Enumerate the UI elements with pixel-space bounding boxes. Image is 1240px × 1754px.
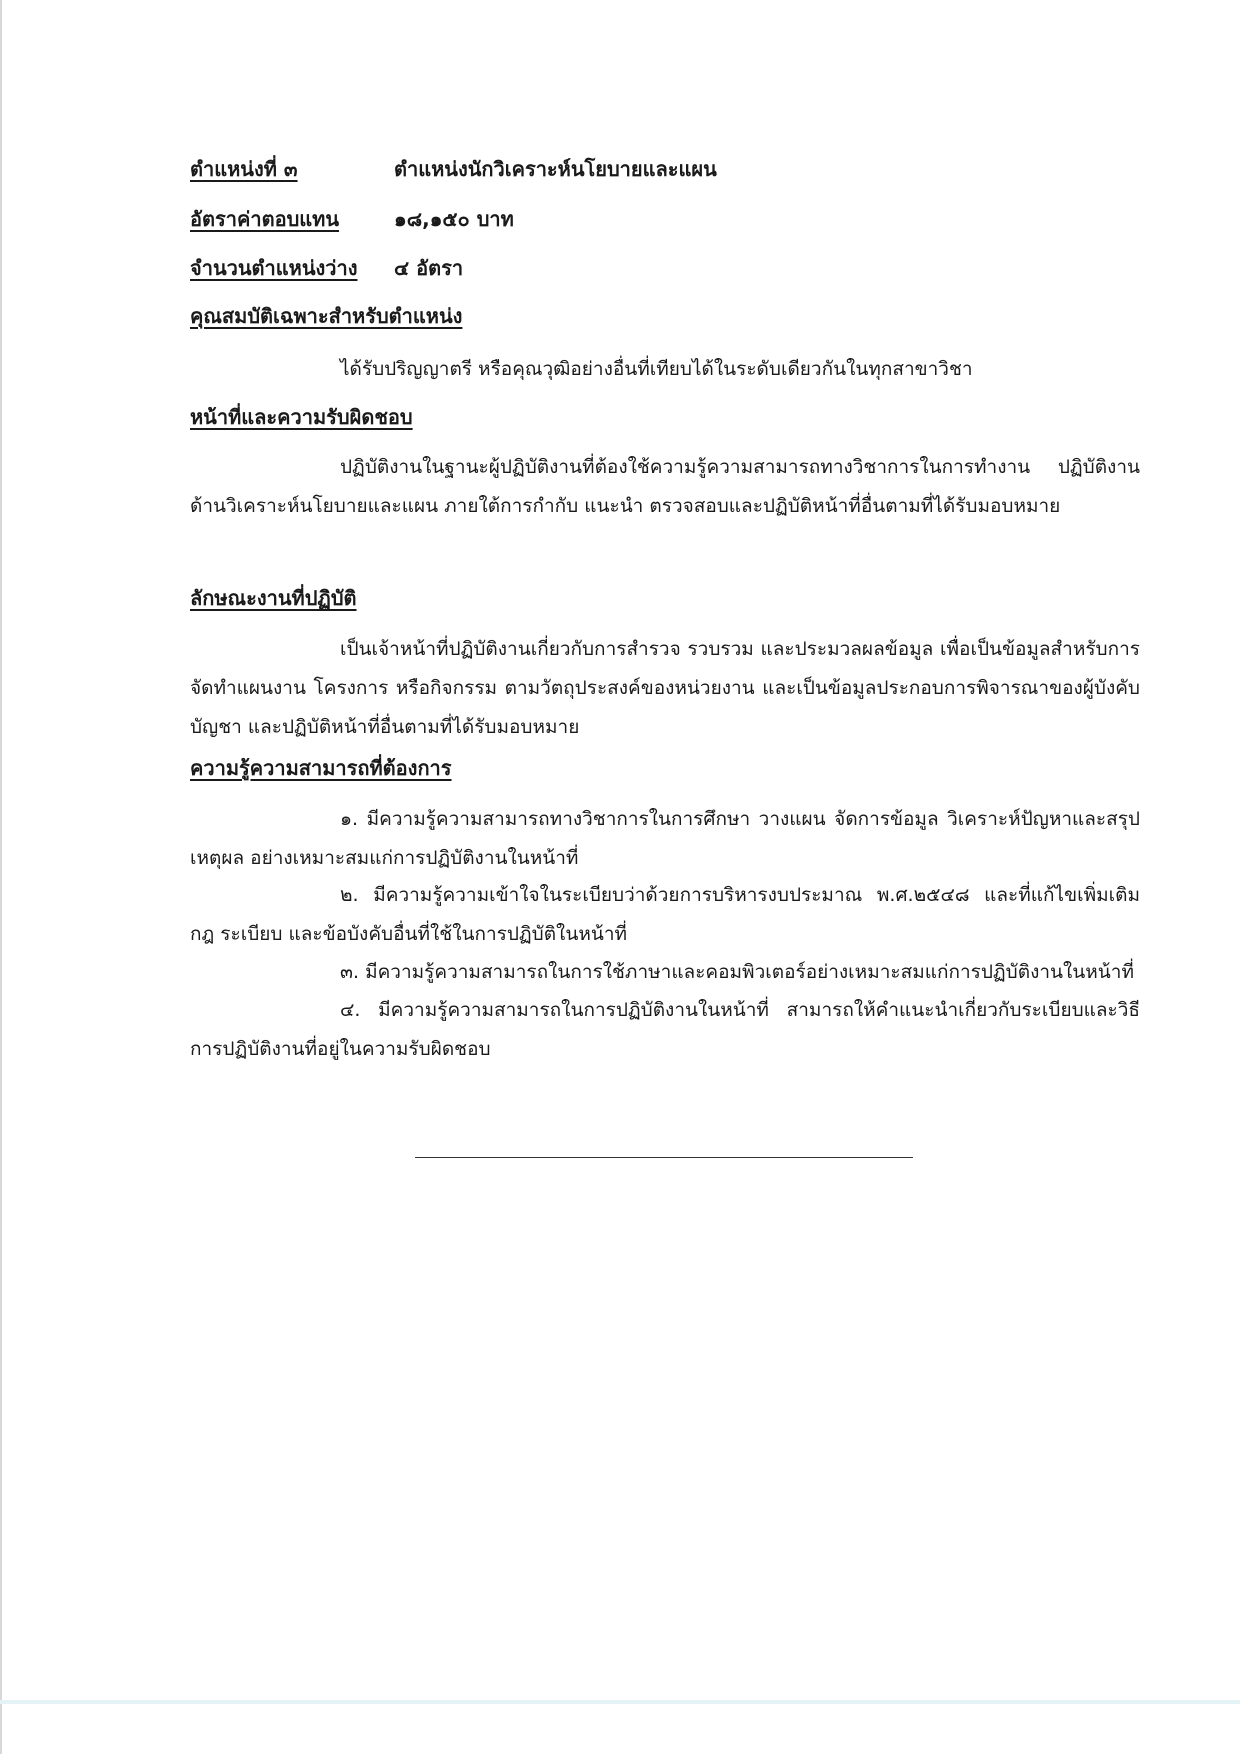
knowledge-item-3-text: ๓. มีความรู้ความสามารถในการใช้ภาษาและคอมพิวเตอร์อย่างเหมาะสมแก่การปฏิบัติงานในหน้าที่	[340, 961, 1134, 983]
vacancies-row	[190, 254, 463, 282]
duties-paragraph	[190, 448, 1140, 526]
knowledge-heading: ความรู้ความสามารถที่ต้องการ	[190, 756, 452, 780]
knowledge-item-4	[190, 991, 1140, 1069]
knowledge-item-2-text: ๒. มีความรู้ความเข้าใจในระเบียบว่าด้วยการบริหารงบประมาณ พ.ศ.๒๕๔๘ และที่แก้ไขเพิ่มเติม กฎ ระเบียบ และข้อบังคับอื่นที่ใช้ในการปฏิบัติในหน้าที่	[190, 884, 1140, 945]
position-row	[190, 155, 717, 183]
salary-row	[190, 205, 514, 233]
end-rule	[415, 1157, 913, 1158]
position-value: ตำแหน่งนักวิเคราะห์นโยบายและแผน	[394, 157, 717, 181]
duties-heading: หน้าที่และความรับผิดชอบ	[190, 405, 413, 429]
vacancies-label: จำนวนตำแหน่งว่าง	[190, 256, 358, 280]
duties-text: ปฏิบัติงานในฐานะผู้ปฏิบัติงานที่ต้องใช้ความรู้ความสามารถทางวิชาการในการทำงาน ปฏิบัติงานด้านวิเคราะห์นโยบายและแผน ภายใต้การกำกับ แนะนำ ตรวจสอบและปฏิบัติหน้าที่อื่นตามที่ได้รับมอบหมาย	[190, 456, 1140, 517]
scan-bottom-band	[0, 1700, 1240, 1704]
qualifications-heading: คุณสมบัติเฉพาะสำหรับตำแหน่ง	[190, 304, 463, 328]
qualifications-text: ได้รับปริญญาตรี หรือคุณวุฒิอย่างอื่นที่เทียบได้ในระดับเดียวกันในทุกสาขาวิชา	[340, 358, 973, 380]
knowledge-item-1-text: ๑. มีความรู้ความสามารถทางวิชาการในการศึกษา วางแผน จัดการข้อมูล วิเคราะห์ปัญหาและสรุปเหตุผล อย่างเหมาะสมแก่การปฏิบัติงานในหน้าที่	[190, 808, 1140, 869]
scan-left-edge	[0, 0, 2, 1754]
qualifications-paragraph	[190, 350, 1140, 389]
knowledge-item-4-text: ๔. มีความรู้ความสามารถในการปฏิบัติงานในหน้าที่ สามารถให้คำแนะนำเกี่ยวกับระเบียบและวิธีการปฏิบัติงานที่อยู่ในความรับผิดชอบ	[190, 999, 1140, 1060]
position-label: ตำแหน่งที่ ๓	[190, 157, 298, 181]
knowledge-item-3	[190, 953, 1140, 992]
job-nature-heading: ลักษณะงานที่ปฏิบัติ	[190, 586, 357, 610]
knowledge-item-1	[190, 800, 1140, 878]
salary-value: ๑๘,๑๕๐ บาท	[394, 207, 514, 231]
job-nature-text: เป็นเจ้าหน้าที่ปฏิบัติงานเกี่ยวกับการสำรวจ รวบรวม และประมวลผลข้อมูล เพื่อเป็นข้อมูลสำหรับการจัดทำแผนงาน โครงการ หรือกิจกรรม ตามวัตถุประสงค์ของหน่วยงาน และเป็นข้อมูลประกอบการพิจารณาของผู้บังคับบัญชา และปฏิบัติหน้าที่อื่นตามที่ได้รับมอบหมาย	[190, 638, 1140, 738]
vacancies-value: ๔ อัตรา	[394, 256, 464, 280]
knowledge-item-2	[190, 876, 1140, 954]
job-nature-paragraph	[190, 630, 1140, 747]
salary-label: อัตราค่าตอบแทน	[190, 207, 340, 231]
